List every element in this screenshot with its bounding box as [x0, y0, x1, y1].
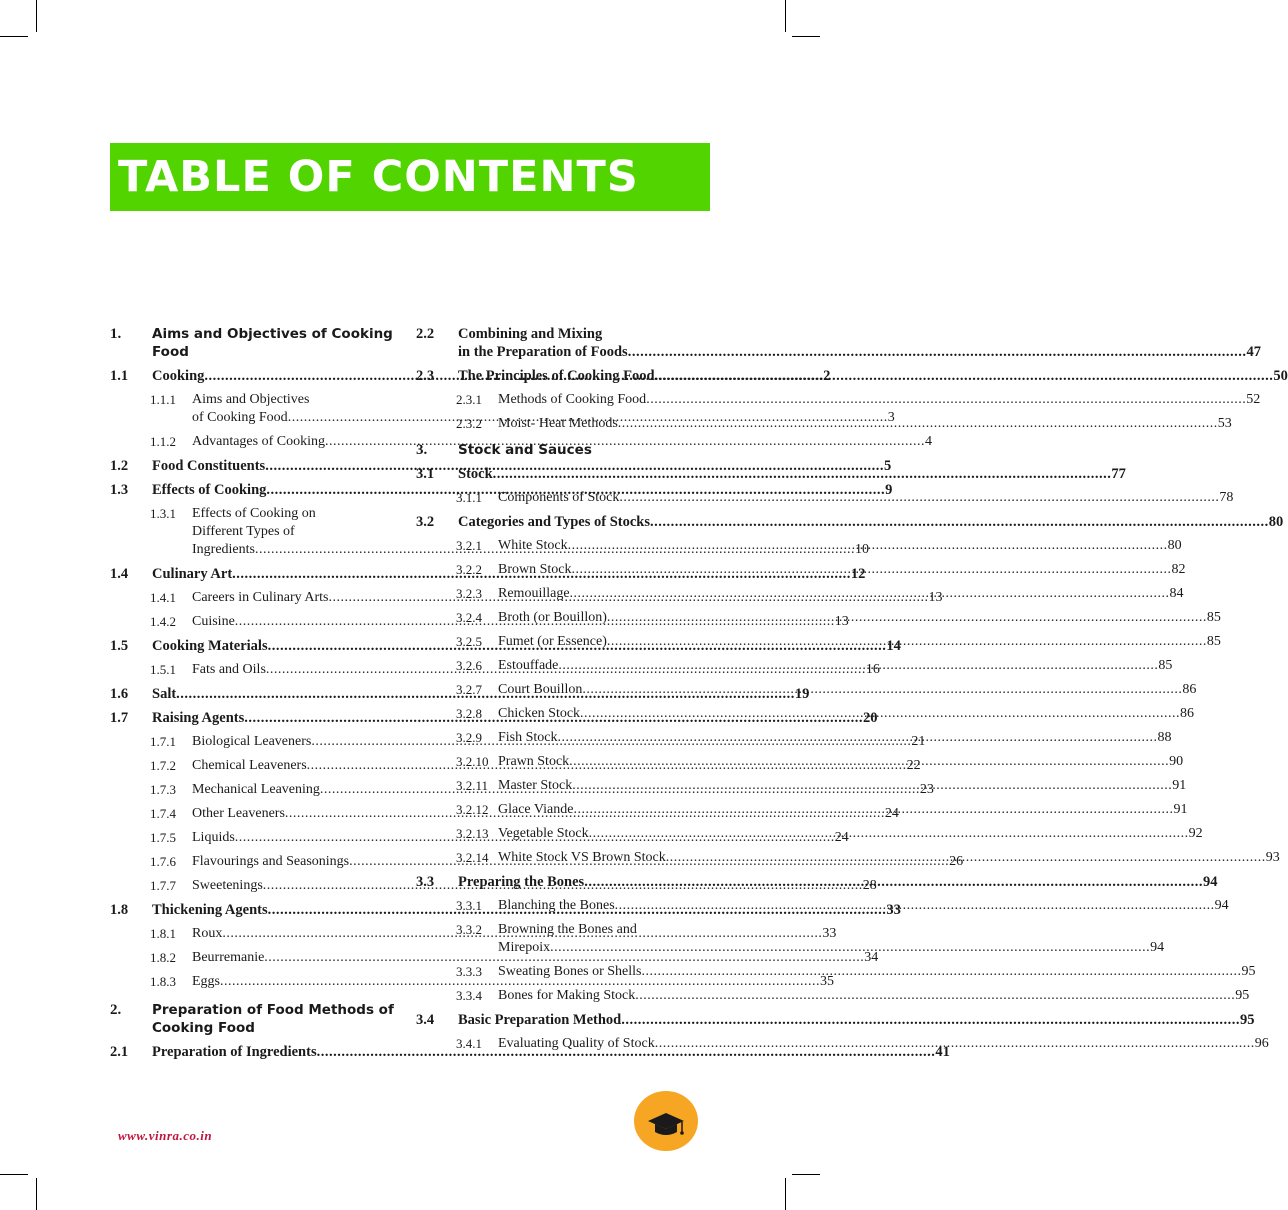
toc-entry-title-block	[498, 415, 1232, 433]
toc-page-number: 4	[924, 434, 932, 449]
toc-page-number: 9	[885, 482, 893, 498]
toc-entry-number: 2.1	[110, 1044, 129, 1060]
toc-page-number: 3	[887, 410, 895, 425]
toc-page-number: 91	[1173, 802, 1188, 817]
toc-entry-title-text: Chicken Stock	[498, 706, 581, 721]
toc-entry-number: 1.1.1	[150, 392, 176, 407]
toc-entry-title-block	[498, 801, 1187, 819]
toc-entry-number: 2.3.2	[456, 416, 482, 431]
toc-page-number: 35	[820, 974, 834, 989]
toc-entry-title-line	[498, 391, 1260, 409]
toc-leader-dots	[580, 706, 1180, 721]
toc-entry-title-text: Vegetable Stock	[498, 826, 589, 841]
toc-page-number: 85	[1206, 610, 1221, 625]
toc-section[interactable]	[416, 513, 1284, 531]
toc-entry-title-line	[458, 465, 1126, 483]
toc-entry-title-text: Advantages of Cooking	[192, 434, 325, 449]
toc-chapter[interactable]	[110, 1001, 400, 1037]
toc-entry-title-block	[458, 513, 1283, 531]
toc-entry-title-line	[498, 681, 1196, 699]
toc-leader-dots	[558, 730, 1158, 745]
toc-section[interactable]	[416, 367, 1288, 385]
toc-entry-title-text: Blanching the Bones	[498, 898, 615, 913]
toc-entry-number: 1.2	[110, 458, 129, 474]
toc-entry-number: 3.3	[416, 874, 435, 890]
toc-entry-title-line	[498, 849, 1280, 867]
toc-entry-number: 1.3.1	[150, 506, 176, 521]
toc-page-number: 26	[949, 854, 964, 869]
toc-entry-title-block	[458, 367, 1288, 385]
toc-entry-title-text: Other Leaveners	[192, 806, 285, 821]
toc-entry-title-line: Preparation of Food Methods of	[152, 1002, 394, 1018]
toc-entry-title-text: Mechanical Leavening	[192, 782, 320, 797]
toc-entry-title-line	[498, 825, 1203, 843]
toc-leader-dots	[582, 682, 1182, 697]
toc-entry-title-text: Components of Stock	[498, 490, 620, 505]
toc-leader-dots	[589, 826, 1189, 841]
toc-entry-title-text: of Cooking Food	[192, 410, 288, 425]
toc-page-number: 77	[1111, 466, 1126, 482]
toc-entry-title-block	[498, 753, 1183, 771]
toc-page-number: 80	[1167, 538, 1182, 553]
toc-entry-title-block	[498, 489, 1233, 507]
toc-entry-number: 1.8	[110, 902, 129, 918]
toc-page-number: 96	[1254, 1036, 1269, 1051]
toc-page-number: 22	[906, 758, 921, 773]
footer-website[interactable]: www.vinra.co.in	[118, 1128, 213, 1143]
toc-entry-title-text: Raising Agents	[152, 710, 245, 726]
toc-entry-title-text: Sweetenings	[192, 878, 263, 893]
toc-leader-dots	[572, 778, 1172, 793]
toc-entry-number: 3.2.4	[456, 610, 482, 625]
toc-page-number: 85	[1206, 634, 1221, 649]
toc-page-number: 94	[1150, 940, 1165, 955]
toc-entry-number: 1.8.1	[150, 926, 176, 941]
crop-mark-top-right-h	[792, 36, 820, 37]
toc-entry-title-text: Food Constituents	[152, 458, 266, 474]
toc-entry-number: 1.4	[110, 566, 129, 582]
toc-leader-dots	[570, 586, 1170, 601]
toc-entry-title-block	[498, 585, 1184, 603]
toc-page-number: 19	[794, 686, 810, 702]
toc-entry-title-line	[498, 801, 1187, 819]
toc-entry-title-text: Bones for Making Stock	[498, 988, 636, 1003]
toc-entry-title-text: Chemical Leaveners	[192, 758, 307, 773]
toc-entry-title-line	[498, 609, 1221, 627]
toc-page-number: 88	[1157, 730, 1172, 745]
toc-leader-dots	[621, 1012, 1240, 1028]
crop-mark-top-left-h	[0, 36, 28, 37]
toc-page-number: 78	[1219, 490, 1234, 505]
toc-entry-number: 2.2	[416, 326, 435, 342]
crop-mark-top-right-v	[785, 0, 786, 32]
toc-entry-title-line	[498, 963, 1256, 981]
toc-page-number: 16	[865, 662, 880, 677]
toc-entry-title-text: Sweating Bones or Shells	[498, 964, 642, 979]
toc-leader-dots	[607, 610, 1207, 625]
toc-page-number: 86	[1180, 706, 1195, 721]
toc-entry-title-line	[458, 1011, 1255, 1029]
toc-entry-title-block	[498, 537, 1182, 555]
toc-leader-dots	[550, 940, 1150, 955]
toc-subsection[interactable]	[416, 897, 1229, 915]
toc-entry-title-text: Evaluating Quality of Stock	[498, 1036, 655, 1051]
toc-entry-title-line	[498, 585, 1184, 603]
toc-entry-title-block	[498, 657, 1172, 675]
toc-section[interactable]	[416, 325, 1261, 361]
toc-entry-number: 3.2.7	[456, 682, 482, 697]
toc-page-number: 24	[834, 830, 849, 845]
toc-entry-title-line	[458, 343, 1261, 361]
toc-entry-number: 1.1.2	[150, 434, 176, 449]
toc-leader-dots	[650, 514, 1269, 530]
toc-leader-dots	[572, 562, 1172, 577]
toc-entry-title-block	[458, 465, 1126, 483]
toc-leader-dots	[666, 850, 1266, 865]
toc-page-number: 10	[854, 542, 869, 557]
toc-leader-dots	[568, 538, 1168, 553]
toc-entry-title-line: Stock and Sauces	[458, 442, 592, 458]
toc-entry-number: 3.4.1	[456, 1036, 482, 1051]
toc-chapter[interactable]	[416, 441, 710, 459]
crop-mark-bottom-left-h	[0, 1174, 28, 1175]
toc-entry-title-line: Combining and Mixing	[458, 326, 603, 342]
toc-entry-number: 3.3.4	[456, 988, 482, 1003]
toc-entry-number: 1.7.5	[150, 830, 176, 845]
toc-entry-title-block	[498, 963, 1256, 981]
toc-entry-title-block	[498, 987, 1249, 1005]
toc-entry-title-text: Salt	[152, 686, 177, 702]
crop-mark-bottom-right-v	[785, 1178, 786, 1210]
toc-entry-title-line: Aims and Objectives of Cooking	[152, 326, 393, 342]
toc-entry-number: 1.7.6	[150, 854, 176, 869]
toc-entry-title-block	[458, 325, 1261, 361]
toc-page-number: 28	[862, 878, 877, 893]
toc-entry-number: 3.2.6	[456, 658, 482, 673]
toc-page-number: 94	[1202, 874, 1218, 890]
crop-mark-bottom-left-v	[36, 1178, 37, 1210]
toc-entry-title-text: Prawn Stock	[498, 754, 570, 769]
toc-entry-number: 1.5	[110, 638, 129, 654]
toc-entry-title-line: Food	[152, 344, 189, 360]
toc-entry-title-line	[498, 729, 1172, 747]
toc-entry-title-text: Preparation of Ingredients	[152, 1044, 317, 1060]
toc-entry-title-block	[498, 561, 1186, 579]
toc-page-number: 13	[928, 590, 943, 605]
toc-entry-number: 3.2.13	[456, 826, 489, 841]
toc-subsection[interactable]	[416, 1035, 1269, 1053]
toc-entry-title-line	[498, 657, 1172, 675]
toc-entry-title-block	[498, 729, 1172, 747]
toc-leader-dots	[569, 754, 1169, 769]
toc-entry-title-text: Moist- Heat Methods	[498, 416, 618, 431]
toc-page-number: 53	[1217, 416, 1232, 431]
toc-page-number: 91	[1172, 778, 1187, 793]
toc-subsection[interactable]	[416, 987, 1250, 1005]
toc-entry-title-block	[458, 441, 710, 459]
toc-entry-number: 3.3.3	[456, 964, 482, 979]
toc-entry-title-text: Remouillage	[498, 586, 570, 601]
toc-page-number: 80	[1268, 514, 1284, 530]
toc-entry-number: 1.5.1	[150, 662, 176, 677]
toc-entry-number: 1.3	[110, 482, 129, 498]
toc-entry-title-block	[498, 777, 1186, 795]
toc-entry-number: 1.6	[110, 686, 129, 702]
toc-entry-number: 1.1	[110, 368, 129, 384]
toc-leader-dots	[584, 874, 1203, 890]
toc-chapter[interactable]	[110, 325, 400, 361]
toc-entry-title-text: Basic Preparation Method	[458, 1012, 622, 1028]
toc-entry-title-line	[498, 1035, 1269, 1053]
toc-entry-number: 2.3	[416, 368, 435, 384]
toc-entry-number: 3.2.1	[456, 538, 482, 553]
toc-leader-dots	[635, 988, 1235, 1003]
toc-page-number: 24	[884, 806, 899, 821]
toc-page-number: 95	[1241, 964, 1256, 979]
toc-page-number: 14	[886, 638, 901, 654]
toc-entry-title-line: Browning the Bones and	[498, 922, 637, 937]
toc-page-number: 84	[1169, 586, 1184, 601]
toc-entry-title-text: Cooking Materials	[152, 638, 268, 654]
toc-section[interactable]	[416, 465, 1126, 483]
toc-entry-title-text: Preparing the Bones	[458, 874, 585, 890]
toc-entry-title-line	[458, 873, 1217, 891]
toc-entry-title-text: Careers in Culinary Arts	[192, 590, 329, 605]
toc-entry-number: 3.	[416, 442, 428, 458]
crop-mark-bottom-right-h	[792, 1174, 820, 1175]
toc-page-number: 47	[1246, 344, 1261, 360]
toc-leader-dots	[646, 392, 1246, 407]
toc-entry-title-line: Cooking Food	[152, 1020, 255, 1036]
toc-page-number: 12	[850, 566, 866, 582]
toc-entry-number: 1.7.1	[150, 734, 176, 749]
toc-entry-title-line	[498, 489, 1233, 507]
crop-mark-top-left-v	[36, 0, 37, 32]
toc-entry-title-block	[498, 681, 1196, 699]
toc-entry-number: 3.2.8	[456, 706, 482, 721]
toc-entry-number: 1.7.2	[150, 758, 176, 773]
toc-leader-dots	[573, 802, 1173, 817]
toc-entry-title-block	[498, 705, 1194, 723]
toc-entry-title-line	[498, 561, 1186, 579]
toc-entry-number: 3.2.9	[456, 730, 482, 745]
toc-page-number: 33	[822, 926, 837, 941]
toc-entry-number: 1.	[110, 326, 122, 342]
toc-entry-title-text: Ingredients	[192, 542, 255, 557]
toc-page-number: 90	[1169, 754, 1184, 769]
toc-entry-number: 3.2.14	[456, 850, 489, 865]
toc-leader-dots	[618, 416, 1218, 431]
toc-entry-title-line	[498, 939, 1164, 957]
toc-section[interactable]	[416, 1011, 1255, 1029]
toc-subsection[interactable]	[110, 973, 834, 991]
toc-entry-title-text: Fish Stock	[498, 730, 558, 745]
toc-entry-title-text: Thickening Agents	[152, 902, 268, 918]
toc-entry-title-line	[458, 367, 1288, 385]
toc-page-number: 50	[1273, 368, 1288, 384]
toc-subsection[interactable]	[416, 391, 1261, 409]
toc-entry-title-text: Mirepoix	[498, 940, 551, 955]
toc-entry-number: 3.2.10	[456, 754, 489, 769]
toc-entry-title-text: Estouffade	[498, 658, 559, 673]
toc-entry-title-text: The Principles of Cooking Food	[458, 368, 655, 384]
toc-entry-title-text: Eggs	[192, 974, 220, 989]
toc-leader-dots	[493, 466, 1112, 482]
toc-page-number: 34	[864, 950, 879, 965]
toc-page-number: 41	[935, 1044, 950, 1060]
toc-page-number: 20	[863, 710, 878, 726]
toc-entry-title-text: Stock	[458, 466, 493, 482]
toc-entry-number: 1.4.1	[150, 590, 176, 605]
toc-entry-number: 2.	[110, 1002, 122, 1018]
toc-leader-dots	[558, 658, 1158, 673]
toc-entry-title-text: Cuisine	[192, 614, 235, 629]
toc-entry-number: 1.7.3	[150, 782, 176, 797]
toc-entry-title-block	[498, 609, 1221, 627]
toc-entry-title-block	[498, 1035, 1269, 1053]
toc-leader-dots	[655, 368, 1274, 384]
toc-entry-title-text: Liquids	[192, 830, 235, 845]
toc-entry-number: 3.1.1	[456, 490, 482, 505]
toc-entry-number: 1.8.3	[150, 974, 176, 989]
toc-entry-number: 3.2.5	[456, 634, 482, 649]
toc-entry-title-text: Brown Stock	[498, 562, 572, 577]
toc-entry-title-text: Broth (or Bouillon)	[498, 610, 607, 625]
toc-subsection[interactable]	[416, 489, 1234, 507]
title-banner	[110, 143, 710, 211]
toc-leader-dots	[655, 1036, 1255, 1051]
toc-entry-number: 1.8.2	[150, 950, 176, 965]
toc-page-number: 94	[1214, 898, 1229, 913]
toc-entry-title-text: Culinary Art	[152, 566, 233, 582]
toc-entry-number: 1.7	[110, 710, 129, 726]
toc-entry-title-text: Fumet (or Essence)	[498, 634, 607, 649]
toc-leader-dots	[607, 634, 1207, 649]
toc-entry-title-text: Court Bouillon	[498, 682, 583, 697]
toc-entry-number: 1.7.4	[150, 806, 176, 821]
toc-page-number: 21	[911, 734, 926, 749]
toc-entry-title-text: Cooking	[152, 368, 205, 384]
toc-entry-title-text: Roux	[192, 926, 223, 941]
toc-subsection[interactable]	[416, 921, 1165, 957]
toc-entry-title-block	[498, 633, 1221, 651]
toc-entry-title-line	[498, 633, 1221, 651]
toc-entry-title-block	[498, 391, 1260, 409]
toc-entry-title-line	[498, 705, 1194, 723]
toc-leader-dots	[628, 344, 1247, 360]
toc-entry-title-text: Methods of Cooking Food	[498, 392, 647, 407]
toc-entry-title-text: Glace Viande	[498, 802, 574, 817]
toc-entry-title-text: Biological Leaveners	[192, 734, 312, 749]
toc-entry-title-text: Flavourings and Seasonings	[192, 854, 350, 869]
toc-entry-title-text: White Stock	[498, 538, 568, 553]
toc-page-number: 86	[1182, 682, 1197, 697]
toc-page-number: 82	[1171, 562, 1186, 577]
toc-page-number: 85	[1158, 658, 1173, 673]
toc-entry-title-block	[152, 325, 400, 361]
toc-subsection[interactable]	[416, 963, 1256, 981]
toc-entry-number: 3.2.11	[456, 778, 489, 793]
toc-page-number: 5	[883, 458, 892, 474]
toc-entry-number: 3.4	[416, 1012, 435, 1028]
toc-page-number: 95	[1235, 988, 1250, 1003]
toc-entry-number: 3.2	[416, 514, 435, 530]
toc-subsection[interactable]	[416, 415, 1232, 433]
toc-entry-title-text: Effects of Cooking	[152, 482, 267, 498]
toc-entry-title-block	[498, 897, 1229, 915]
toc-entry-number: 3.2.12	[456, 802, 489, 817]
toc-entry-title-line	[498, 897, 1229, 915]
toc-leader-dots	[619, 490, 1219, 505]
toc-entry-title-block	[458, 1011, 1255, 1029]
page-title: TABLE OF CONTENTS	[118, 152, 639, 202]
toc-entry-title-line	[498, 987, 1249, 1005]
toc-entry-title-block	[458, 873, 1217, 891]
toc-entry-title-text: in the Preparation of Foods	[458, 344, 628, 360]
toc-leader-dots	[615, 898, 1215, 913]
toc-subsection[interactable]	[110, 949, 879, 967]
toc-entry-number: 3.1	[416, 466, 435, 482]
toc-entry-number: 3.3.1	[456, 898, 482, 913]
toc-entry-title-line	[498, 753, 1183, 771]
toc-entry-number: 3.2.3	[456, 586, 482, 601]
graduation-cap-icon	[634, 1091, 698, 1151]
toc-entry-title-line	[458, 513, 1283, 531]
toc-entry-title-block	[498, 921, 1164, 957]
toc-page-number: 95	[1240, 1012, 1255, 1028]
toc-entry-title-text: White Stock VS Brown Stock	[498, 850, 666, 865]
toc-page-number: 2	[823, 368, 831, 384]
toc-entry-number: 2.3.1	[456, 392, 482, 407]
toc-page-number: 23	[919, 782, 934, 797]
toc-entry-title-block	[498, 825, 1203, 843]
toc-entry-title-text: Categories and Types of Stocks	[458, 514, 650, 530]
toc-entry-number: 3.2.2	[456, 562, 482, 577]
toc-entry-title-line	[498, 777, 1186, 795]
toc-page-number: 33	[886, 902, 901, 918]
toc-entry-number: 1.7.7	[150, 878, 176, 893]
toc-entry-number: 3.3.2	[456, 922, 482, 937]
toc-entry-title-line: Effects of Cooking on	[192, 506, 316, 521]
toc-page-number: 13	[834, 614, 849, 629]
toc-entry-title-line: Different Types of	[192, 524, 295, 539]
toc-entry-title-block	[152, 1001, 400, 1037]
toc-page-number: 93	[1265, 850, 1280, 865]
toc-entry-title-text: Fats and Oils	[192, 662, 266, 677]
toc-entry-title-line	[498, 415, 1232, 433]
toc-leader-dots	[642, 964, 1242, 979]
toc-entry-title-block	[498, 849, 1280, 867]
toc-entry-title-line	[498, 537, 1182, 555]
toc-page-number: 92	[1188, 826, 1203, 841]
toc-page-number: 52	[1246, 392, 1261, 407]
toc-entry-title-text: Beurremanie	[192, 950, 265, 965]
toc-entry-title-text: Master Stock	[498, 778, 573, 793]
toc-entry-number: 1.4.2	[150, 614, 176, 629]
toc-entry-title-line: Aims and Objectives	[192, 392, 310, 407]
